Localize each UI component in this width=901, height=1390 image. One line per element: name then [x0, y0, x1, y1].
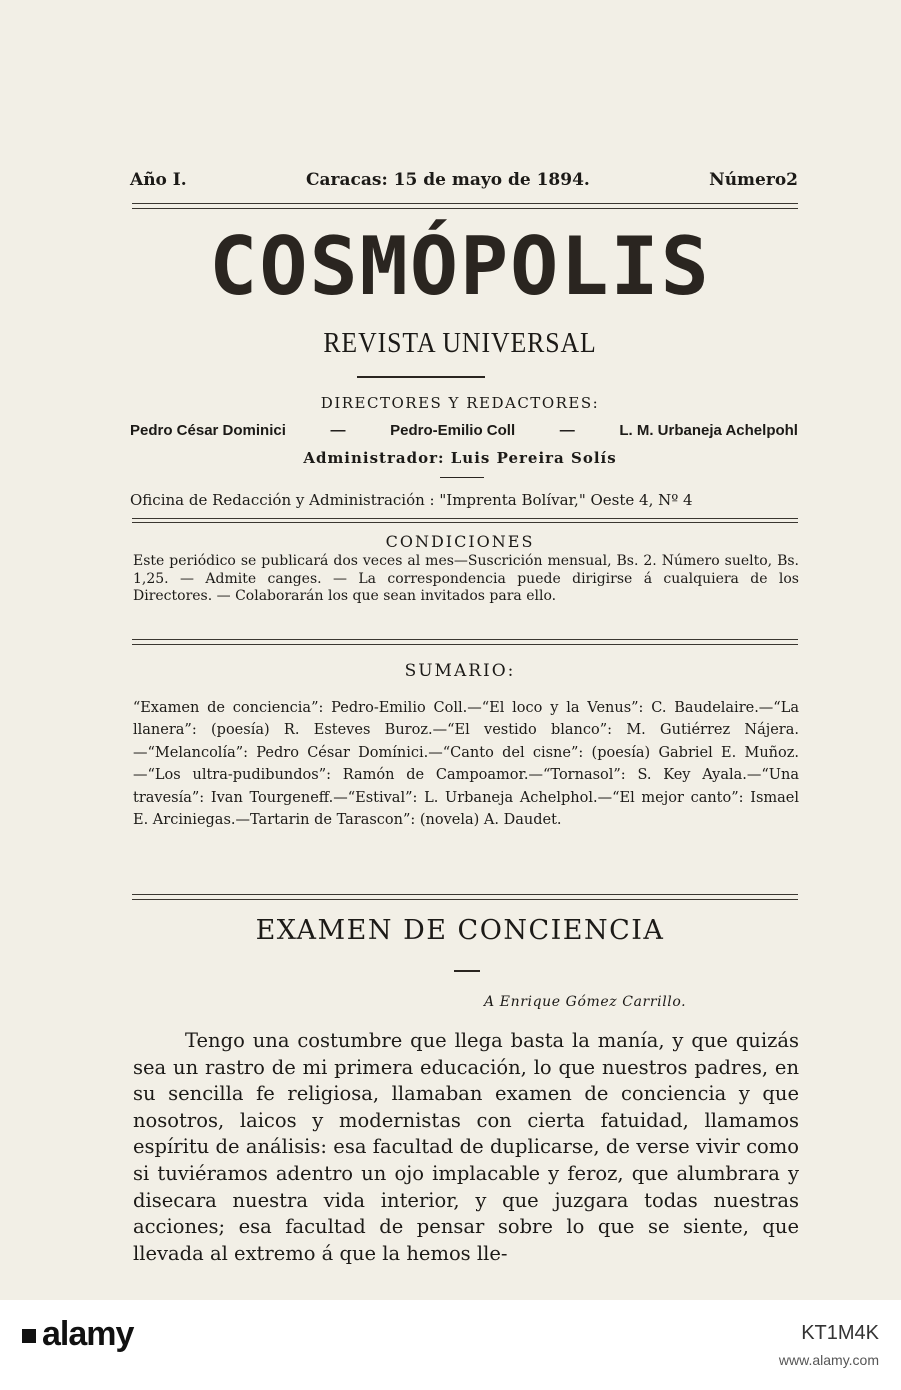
summary-rule-top: [132, 894, 798, 895]
masthead-line: [130, 170, 798, 190]
office-rule-top: [132, 518, 798, 519]
conditions-rule-top: [132, 639, 798, 640]
conditions-text: Este periódico se publicará dos veces al mes—Suscrición mensual, Bs. 2. Número suelto, Bs. 1,25. — Admite canges. — La correspondencia puede dirigirse á cualquiera de los Directores. — Colaborarán los que sean invitados para ello.: [133, 553, 799, 604]
staff-names: [130, 422, 798, 439]
masthead-rule-bottom: [132, 208, 798, 209]
staff-name: Pedro César Dominici: [130, 422, 286, 439]
article-body: Tengo una costumbre que llega basta la manía, y que quizás sea un rastro de mi primera educación, lo que nuestros padres, en su sencilla fe religiosa, llamaban examen de conciencia y que nosotros, laicos y modernistas con cierta fatuidad, llamamos espíritu de análisis: esa facultad de duplicarse, de verse vivir como si tuviéramos adentro un ojo implacable y feroz, que alumbrara y disecara nuestra vida interior, y que juzgara todas nuestras acciones; esa facultad de pensar sobre lo que se siente, que llevada al extremo á que la hemos lle-: [133, 1029, 799, 1265]
summary-heading: SUMARIO:: [404, 661, 516, 681]
staff-name: Pedro-Emilio Coll: [390, 422, 516, 439]
stock-watermark-banner: [0, 1300, 901, 1390]
article-title: EXAMEN DE CONCIENCIA: [255, 915, 665, 946]
place-date: Caracas: 15 de mayo de 1894.: [306, 170, 590, 190]
article-divider: [454, 970, 480, 972]
year-label: Año I.: [130, 170, 187, 190]
office-rule-bottom: [132, 522, 798, 523]
staff-name: L. M. Urbaneja Achelpohl: [619, 422, 798, 439]
staff-separator: —: [559, 422, 575, 439]
issue-number: Número2: [709, 170, 798, 190]
watermark-brand: alamy: [42, 1315, 134, 1353]
conditions-heading: CONDICIONES: [385, 532, 535, 551]
watermark-image-id: KT1M4K: [801, 1322, 879, 1344]
office-address: Oficina de Redacción y Administración : "Imprenta Bolívar," Oeste 4, Nº 4: [130, 491, 693, 509]
admin-divider: [440, 477, 484, 478]
conditions-rule-bottom: [132, 644, 798, 645]
administrator-line: Administrador: Luis Pereira Solís: [303, 449, 617, 467]
masthead-rule-top: [132, 203, 798, 204]
staff-separator: —: [330, 422, 346, 439]
title-divider: [357, 376, 485, 378]
watermark-logo: [22, 1315, 133, 1354]
publication-title: COSMÓPOLIS: [209, 220, 711, 313]
summary-text: “Examen de conciencia”: Pedro-Emilio Coll.—“El loco y la Venus”: C. Baudelaire.—“La llanera”: (poesía) R. Esteves Buroz.—“El vestido blanco”: M. Gutiérrez Nájera.—“Melancolía”: Pedro César Domínici.—“Canto del cisne”: (poesía) Gabriel E. Muñoz.—“Los ultra-pudibundos”: Ramón de Campoamor.—“Tornasol”: S. Key Ayala.—“Una travesía”: Ivan Tourgeneff.—“Estival”: L. Urbaneja Achelphol.—“El mejor canto”: Ismael E. Arciniegas.—Tartarin de Tarascon”: (novela) A. Daudet.: [132, 700, 799, 829]
summary-rule-bottom: [132, 899, 798, 900]
article-dedication: A Enrique Gómez Carrillo.: [484, 994, 687, 1010]
publication-subtitle: REVISTA UNIVERSAL: [323, 328, 597, 359]
logo-square-icon: [22, 1329, 36, 1343]
watermark-url: www.alamy.com: [778, 1352, 879, 1368]
staff-heading: DIRECTORES Y REDACTORES:: [320, 394, 600, 412]
